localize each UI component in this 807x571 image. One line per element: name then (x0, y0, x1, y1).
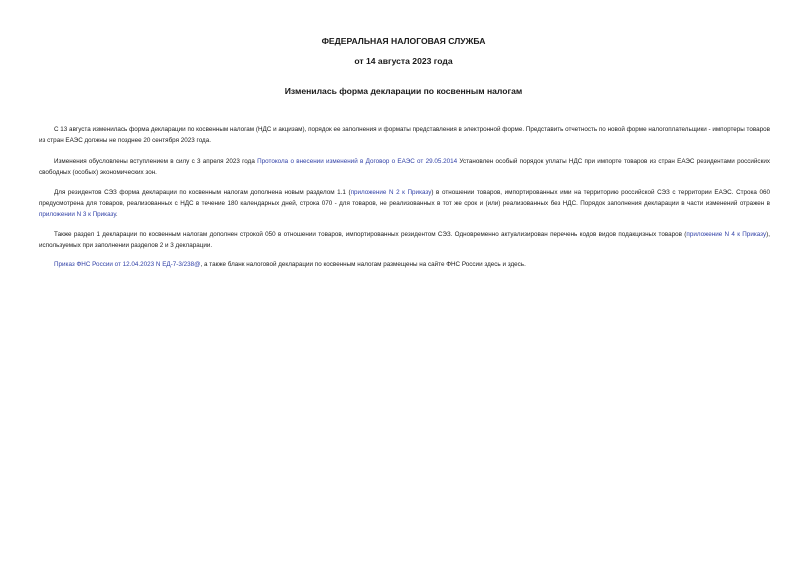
organization-name: ФЕДЕРАЛЬНАЯ НАЛОГОВАЯ СЛУЖБА (321, 36, 486, 46)
paragraph-4 (39, 230, 770, 252)
paragraph-2-text-after: Установлен особый порядок уплаты НДС при импорте товаров из стран ЕАЭС резидентами российских свободных (особых) экономических зон. (39, 158, 770, 176)
paragraph-5-text-2: . (524, 261, 526, 268)
paragraph-2 (39, 157, 770, 179)
paragraph-5 (39, 260, 770, 271)
paragraph-5-text-1: , а также бланк налоговой декларации по косвенным налогам размещены на сайте ФНС России здесь и здесь (200, 261, 525, 268)
paragraph-4-text-2: ), используемых при заполнении разделов 2 и 3 декларации. (39, 231, 770, 249)
paragraph-3-text-1: Для резидентов СЭЗ форма декларации по косвенным налогам дополнена новым разделом 1.1 ( (54, 189, 351, 196)
link-appendix-3[interactable]: приложении N 3 к Приказу (39, 210, 116, 218)
paragraph-4-text-1: Также раздел 1 декларации по косвенным налогам дополнен строкой 050 в отношении товаров, импортированных резидентом СЭЗ. Одновременно актуализирован перечень кодов видов подакцизных товаров ( (54, 231, 687, 238)
link-fns-order[interactable]: Приказ ФНС России от 12.04.2023 N ЕД-7-3/238@ (54, 261, 201, 268)
link-appendix-4[interactable]: приложение N 4 к Приказу (686, 231, 767, 238)
paragraph-2-text-before: Изменения обусловлены вступлением в силу с 3 апреля 2023 года (54, 158, 258, 165)
paragraph-1 (39, 125, 770, 147)
document-date: от 14 августа 2023 года (354, 56, 453, 66)
link-eaeu-protocol[interactable]: Протокола о внесении изменений в Договор о ЕАЭС от 29.05.2014 (257, 158, 458, 165)
paragraph-1-text: С 13 августа изменилась форма декларации по косвенным налогам (НДС и акцизам), порядок ее заполнения и форматы представления в электронной форме. Представить отчетность по новой форме налогоплательщики - импортеры товаров из стран ЕАЭС должны не позднее 20 сентября 2023 года. (39, 126, 770, 144)
link-appendix-2[interactable]: приложение N 2 к Приказу (350, 189, 432, 196)
paragraph-3-text-3: . (115, 210, 118, 218)
paragraph-3 (39, 188, 770, 220)
paragraph-3-text-2: ) в отношении товаров, импортированных ими на территорию российской СЭЗ с территории ЕАЭС. Строка 060 предусмотрена для товаров, реализованных с НДС в течение 180 календарных дней, строка 070 - для товаров, не реализованных в тот же срок и (или) реализованных без НДС. Порядок заполнения декларации в части изменений отражен в (39, 189, 770, 207)
document-title: Изменилась форма декларации по косвенным налогам (284, 86, 523, 96)
